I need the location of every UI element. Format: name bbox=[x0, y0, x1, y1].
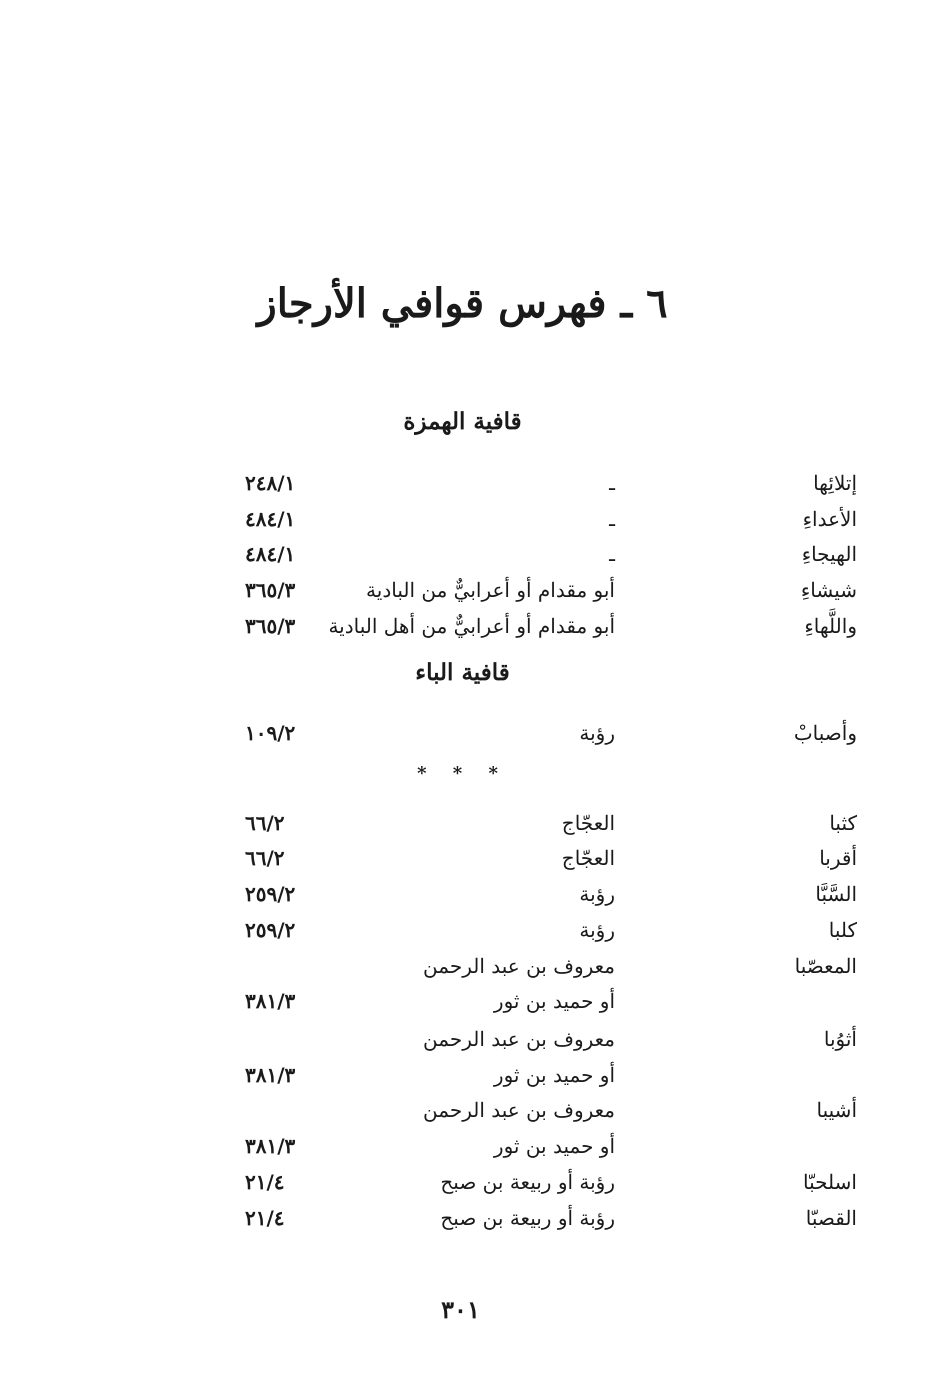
poet-name: العجّاج bbox=[561, 846, 615, 870]
poet-name: رؤبة bbox=[579, 882, 615, 906]
page-reference: ٦٦/٢ bbox=[245, 846, 285, 870]
list-item bbox=[0, 716, 935, 750]
page-reference: ٤٨٤/١ bbox=[245, 507, 296, 531]
rhyme-word: اسلحبّا bbox=[803, 1170, 857, 1194]
rhyme-word: الأعداءِ bbox=[802, 507, 857, 531]
rhyme-word: أثوُبا bbox=[823, 1027, 857, 1051]
poet-name: معروف بن عبد الرحمن bbox=[423, 954, 615, 978]
poet-name: ـ bbox=[609, 507, 615, 531]
poet-name: رؤبة أو ربيعة بن صبح bbox=[440, 1206, 615, 1230]
rhyme-word: المعصّبا bbox=[794, 954, 857, 978]
page-reference: ٣٦٥/٣ bbox=[245, 578, 296, 602]
section-heading-hamza: قافية الهمزة bbox=[403, 408, 522, 435]
rhyme-word: واللَّهاءِ bbox=[804, 614, 857, 638]
page-reference: ٢٥٩/٢ bbox=[245, 882, 296, 906]
list-item bbox=[0, 984, 935, 1018]
poet-name: معروف بن عبد الرحمن bbox=[423, 1098, 615, 1122]
poet-name: معروف بن عبد الرحمن bbox=[423, 1027, 615, 1051]
list-item bbox=[0, 806, 935, 840]
poet-name: ـ bbox=[609, 471, 615, 495]
page-title: ٦ ـ فهرس قوافي الأرجاز bbox=[257, 280, 668, 327]
list-item bbox=[0, 502, 935, 536]
poet-name: العجّاج bbox=[561, 811, 615, 835]
page-reference: ٢١/٤ bbox=[245, 1170, 285, 1194]
poet-name: رؤبة bbox=[579, 918, 615, 942]
page-reference: ٢٤٨/١ bbox=[245, 471, 296, 495]
list-item bbox=[0, 913, 935, 947]
list-item bbox=[0, 1201, 935, 1235]
poet-name: أو حميد بن ثور bbox=[493, 989, 615, 1013]
list-item bbox=[0, 466, 935, 500]
rhyme-word: القصبّا bbox=[805, 1206, 857, 1230]
rhyme-word: شيشاءِ bbox=[800, 578, 857, 602]
rhyme-word: كلبا bbox=[828, 918, 857, 942]
list-item bbox=[0, 1022, 935, 1056]
page-reference: ٣٨١/٣ bbox=[245, 1063, 296, 1087]
poet-name: أبو مقدام أو أعرابيٌّ من أهل البادية bbox=[328, 614, 615, 638]
list-item bbox=[0, 537, 935, 571]
page-reference: ١٠٩/٢ bbox=[245, 721, 296, 745]
page-reference: ٤٨٤/١ bbox=[245, 542, 296, 566]
list-item bbox=[0, 1058, 935, 1092]
poet-name: أو حميد بن ثور bbox=[493, 1134, 615, 1158]
list-item bbox=[0, 573, 935, 607]
page-reference: ٦٦/٢ bbox=[245, 811, 285, 835]
poet-name: ـ bbox=[609, 542, 615, 566]
poet-name: رؤبة bbox=[579, 721, 615, 745]
rhyme-word: السَّبَّا bbox=[815, 882, 857, 906]
list-item bbox=[0, 877, 935, 911]
page-reference: ٣٨١/٣ bbox=[245, 989, 296, 1013]
list-item bbox=[0, 1165, 935, 1199]
list-item bbox=[0, 949, 935, 983]
page-number: ٣٠١ bbox=[441, 1295, 480, 1324]
rhyme-word: وأصبابْ bbox=[793, 721, 857, 745]
poet-name: أو حميد بن ثور bbox=[493, 1063, 615, 1087]
rhyme-word: الهيجاءِ bbox=[801, 542, 857, 566]
rhyme-word: كثبا bbox=[829, 811, 857, 835]
list-item bbox=[0, 609, 935, 643]
rhyme-word: أشيبا bbox=[816, 1098, 857, 1122]
list-item bbox=[0, 1093, 935, 1127]
page-reference: ٢٥٩/٢ bbox=[245, 918, 296, 942]
list-item bbox=[0, 841, 935, 875]
section-heading-ba: قافية الباء bbox=[415, 659, 510, 686]
rhyme-word: إتلائِها bbox=[813, 471, 857, 495]
page-reference: ٢١/٤ bbox=[245, 1206, 285, 1230]
poet-name: رؤبة أو ربيعة بن صبح bbox=[440, 1170, 615, 1194]
page-reference: ٣٦٥/٣ bbox=[245, 614, 296, 638]
list-item bbox=[0, 1129, 935, 1163]
rhyme-word: أقربا bbox=[819, 846, 857, 870]
poet-name: أبو مقدام أو أعرابيٌّ من البادية bbox=[366, 578, 615, 602]
section-separator: * * * bbox=[417, 763, 508, 784]
page-reference: ٣٨١/٣ bbox=[245, 1134, 296, 1158]
